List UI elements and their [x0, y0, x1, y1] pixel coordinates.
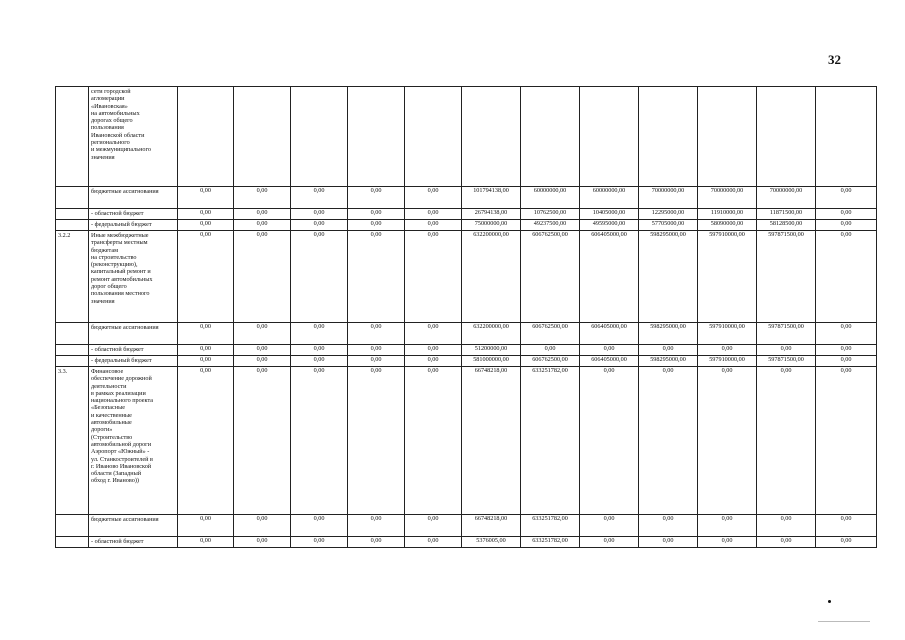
table-cell: 0,00	[234, 356, 291, 367]
table-cell: 0,00	[405, 345, 462, 356]
table-cell: 0,00	[405, 537, 462, 548]
table-cell	[291, 87, 348, 187]
table-cell: 597910000,00	[698, 323, 757, 345]
table-cell: 0,00	[639, 345, 698, 356]
table-cell: 0,00	[178, 209, 234, 220]
table-cell: 57705000,00	[639, 220, 698, 231]
table-cell: 26794138,00	[462, 209, 521, 220]
scan-mark	[818, 621, 870, 622]
table-cell	[698, 87, 757, 187]
table-cell: 0,00	[757, 367, 816, 515]
table-row	[56, 345, 877, 356]
table-cell: 0,00	[639, 537, 698, 548]
row-code	[56, 356, 89, 367]
table-cell: 0,00	[757, 345, 816, 356]
table-cell: 0,00	[348, 323, 405, 345]
table-cell: 606762500,00	[521, 356, 580, 367]
table-cell: 598295000,00	[639, 323, 698, 345]
table-cell: 0,00	[816, 356, 877, 367]
table-cell: 606405000,00	[580, 231, 639, 323]
table-cell: 0,00	[234, 220, 291, 231]
table-cell: 597871500,00	[757, 231, 816, 323]
table-cell: 49595000,00	[580, 220, 639, 231]
table-cell: 58090000,00	[698, 220, 757, 231]
table-cell: 0,00	[291, 231, 348, 323]
table-cell: 5376005,00	[462, 537, 521, 548]
table-cell: 49237500,00	[521, 220, 580, 231]
table-row	[56, 187, 877, 209]
table-cell: 10405000,00	[580, 209, 639, 220]
table-cell: 60000000,00	[580, 187, 639, 209]
table-cell: 0,00	[639, 515, 698, 537]
table-cell: 0,00	[291, 367, 348, 515]
table-cell: 0,00	[234, 367, 291, 515]
table-row	[56, 515, 877, 537]
row-label: бюджетные ассигнования	[89, 515, 178, 537]
row-label: - федеральный бюджет	[89, 356, 178, 367]
row-code	[56, 515, 89, 537]
table-cell	[405, 87, 462, 187]
table-cell	[178, 87, 234, 187]
table-cell: 66748218,00	[462, 367, 521, 515]
table-cell: 0,00	[757, 537, 816, 548]
table-cell: 101794138,00	[462, 187, 521, 209]
table-cell: 0,00	[348, 345, 405, 356]
row-label: Финансовое обеспечение дорожной деятельности в рамках реализации национального проекта «Безопасные и качественные автомобильные дороги» (Строительство автомобильной дороги Аэропорт «Южный» - ул. Станкостроителей в г. Иваново Ивановской области (Западный обход г. Иваново))	[89, 367, 178, 515]
table-cell: 0,00	[405, 323, 462, 345]
row-label: - областной бюджет	[89, 209, 178, 220]
table-cell	[639, 87, 698, 187]
table-cell: 633251782,00	[521, 367, 580, 515]
table-cell: 0,00	[178, 323, 234, 345]
table-cell: 0,00	[405, 231, 462, 323]
table-cell: 0,00	[178, 367, 234, 515]
table-cell: 0,00	[816, 231, 877, 323]
table-cell: 606405000,00	[580, 356, 639, 367]
table-cell: 70000000,00	[639, 187, 698, 209]
row-code	[56, 209, 89, 220]
table-cell: 0,00	[348, 537, 405, 548]
table-cell: 581000000,00	[462, 356, 521, 367]
table-cell: 0,00	[405, 220, 462, 231]
table-cell: 597871500,00	[757, 356, 816, 367]
table-row	[56, 323, 877, 345]
row-label: Иные межбюджетные трансферты местным бюджетам на строительство (реконструкцию), капитальный ремонт и ремонт автомобильных дорог общего пользования местного значения	[89, 231, 178, 323]
table-cell: 0,00	[405, 515, 462, 537]
table-cell: 0,00	[405, 356, 462, 367]
table-cell	[816, 87, 877, 187]
table-cell: 0,00	[178, 515, 234, 537]
table-cell: 0,00	[234, 231, 291, 323]
table-cell: 0,00	[521, 345, 580, 356]
table-cell	[348, 87, 405, 187]
table-cell: 0,00	[291, 209, 348, 220]
table-cell: 0,00	[698, 345, 757, 356]
table-cell: 75000000,00	[462, 220, 521, 231]
row-code	[56, 323, 89, 345]
budget-table	[55, 86, 877, 548]
table-cell: 0,00	[580, 515, 639, 537]
table-cell: 0,00	[234, 323, 291, 345]
table-cell: 0,00	[178, 537, 234, 548]
table-row	[56, 209, 877, 220]
table-cell: 0,00	[348, 220, 405, 231]
table-cell: 0,00	[639, 367, 698, 515]
table-cell: 11871500,00	[757, 209, 816, 220]
table-cell: 0,00	[757, 515, 816, 537]
row-code	[56, 537, 89, 548]
table-cell: 0,00	[816, 209, 877, 220]
table-cell: 598295000,00	[639, 231, 698, 323]
row-label: - областной бюджет	[89, 537, 178, 548]
table-row	[56, 220, 877, 231]
table-cell: 606762500,00	[521, 231, 580, 323]
table-cell: 0,00	[291, 356, 348, 367]
table-cell: 0,00	[348, 367, 405, 515]
table-cell: 0,00	[816, 187, 877, 209]
table-cell: 0,00	[178, 356, 234, 367]
table-cell: 0,00	[348, 187, 405, 209]
table-cell: 60000000,00	[521, 187, 580, 209]
table-cell: 10762500,00	[521, 209, 580, 220]
table-cell	[521, 87, 580, 187]
table-cell: 0,00	[291, 323, 348, 345]
row-label: сети городской агломерации «Ивановская» на автомобильных дорогах общего пользования Ивановской области регионального и межмуниципального значения	[89, 87, 178, 187]
table-row	[56, 367, 877, 515]
table-cell: 0,00	[816, 345, 877, 356]
table-cell: 633251782,00	[521, 537, 580, 548]
table-cell: 0,00	[816, 537, 877, 548]
table-cell: 0,00	[348, 231, 405, 323]
table-cell: 633251782,00	[521, 515, 580, 537]
table-cell: 70000000,00	[757, 187, 816, 209]
row-code	[56, 220, 89, 231]
row-code	[56, 87, 89, 187]
table-cell: 12295000,00	[639, 209, 698, 220]
row-label: - федеральный бюджет	[89, 220, 178, 231]
table-cell: 597910000,00	[698, 231, 757, 323]
table-cell: 0,00	[348, 209, 405, 220]
table-cell: 0,00	[698, 515, 757, 537]
table-cell: 0,00	[291, 515, 348, 537]
table-cell	[462, 87, 521, 187]
table-cell: 0,00	[580, 345, 639, 356]
table-cell: 0,00	[291, 345, 348, 356]
table-cell: 0,00	[405, 209, 462, 220]
row-code: 3.2.2	[56, 231, 89, 323]
table-cell: 0,00	[234, 515, 291, 537]
table-cell: 0,00	[816, 367, 877, 515]
row-code	[56, 345, 89, 356]
table-cell: 0,00	[405, 367, 462, 515]
table-cell: 0,00	[291, 537, 348, 548]
table-cell: 606762500,00	[521, 323, 580, 345]
row-code	[56, 187, 89, 209]
table-cell: 0,00	[816, 515, 877, 537]
row-label: - областной бюджет	[89, 345, 178, 356]
page-number: 32	[828, 52, 841, 67]
row-code: 3.3.	[56, 367, 89, 515]
table-cell	[757, 87, 816, 187]
table-cell: 66748218,00	[462, 515, 521, 537]
table-cell	[580, 87, 639, 187]
row-label: бюджетные ассигнования	[89, 187, 178, 209]
table-cell: 606405000,00	[580, 323, 639, 345]
table-cell: 0,00	[816, 220, 877, 231]
ink-dot	[828, 600, 831, 603]
table-cell: 0,00	[234, 209, 291, 220]
table-cell: 0,00	[348, 356, 405, 367]
table-cell: 51200000,00	[462, 345, 521, 356]
table-cell: 0,00	[698, 367, 757, 515]
table-cell: 0,00	[178, 231, 234, 323]
table-cell: 0,00	[178, 187, 234, 209]
table-cell: 597871500,00	[757, 323, 816, 345]
table-cell: 598295000,00	[639, 356, 698, 367]
table-cell: 0,00	[291, 220, 348, 231]
table-cell: 0,00	[234, 345, 291, 356]
table-cell: 632200000,00	[462, 231, 521, 323]
table-cell: 58128500,00	[757, 220, 816, 231]
table-cell: 0,00	[234, 187, 291, 209]
table-cell: 11910000,00	[698, 209, 757, 220]
table-cell: 70000000,00	[698, 187, 757, 209]
table-cell: 597910000,00	[698, 356, 757, 367]
table-cell: 0,00	[178, 345, 234, 356]
table-row	[56, 356, 877, 367]
table-row	[56, 231, 877, 323]
table-cell	[234, 87, 291, 187]
table-cell: 0,00	[178, 220, 234, 231]
table-cell: 632200000,00	[462, 323, 521, 345]
table-cell: 0,00	[580, 367, 639, 515]
table-cell: 0,00	[348, 515, 405, 537]
table-cell: 0,00	[698, 537, 757, 548]
table-cell: 0,00	[234, 537, 291, 548]
table-cell: 0,00	[405, 187, 462, 209]
table-row	[56, 537, 877, 548]
table-row	[56, 87, 877, 187]
table-cell: 0,00	[816, 323, 877, 345]
table-cell: 0,00	[580, 537, 639, 548]
row-label: бюджетные ассигнования	[89, 323, 178, 345]
table-cell: 0,00	[291, 187, 348, 209]
